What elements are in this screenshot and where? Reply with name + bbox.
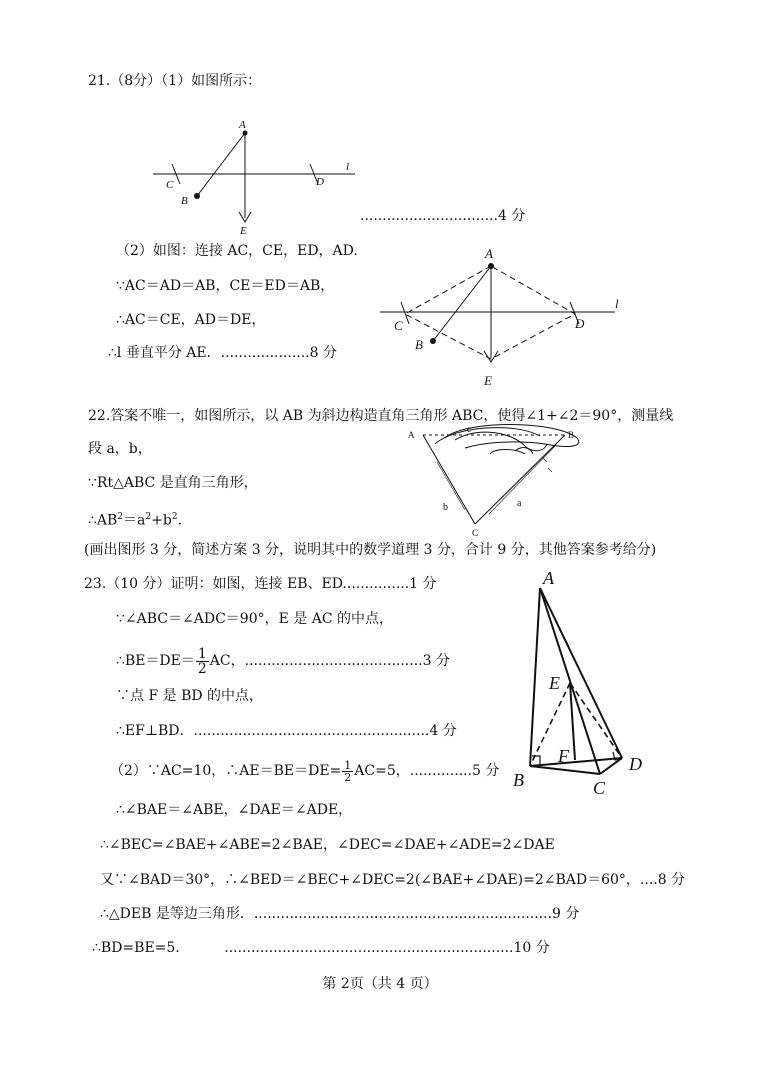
q22-line-3: ∵Rt△ABC 是直角三角形，	[88, 475, 258, 491]
fig1-label-E: E	[240, 225, 247, 237]
q23-fraction-half-2: $\frac{1}{2}$	[344, 758, 352, 784]
fig1-label-A: A	[239, 119, 246, 131]
q22-line-2: 段 a，b，	[88, 441, 152, 457]
q23-fig-label-F: F	[558, 746, 569, 766]
q22-fig-label-a: a	[517, 498, 522, 509]
fig1-label-D: D	[316, 176, 324, 188]
q23-fig-label-A: A	[543, 568, 554, 588]
q23-fig-label-D: D	[629, 754, 642, 774]
q22-line-4: $\therefore AB^2=a^2+b^2$.	[88, 512, 183, 529]
q22-fig-label-A: A	[408, 430, 415, 440]
fig2-label-D: D	[575, 316, 585, 331]
q23-fig-label-B: B	[513, 770, 524, 790]
q23-line-7: ∴∠BAE＝∠ABE，∠DAE＝∠ADE，	[116, 802, 353, 818]
q21-therefore-1: ∴AC＝CE，AD＝DE，	[116, 312, 266, 328]
q22-fig-label-C: C	[472, 528, 479, 538]
q21-figure-2	[375, 242, 635, 392]
q23-fraction-half: $\frac{1}{2}$	[197, 645, 207, 677]
page-footer: 第 2页（共 4 页）	[322, 976, 438, 992]
q22-line-1: 22.答案不唯一，如图所示，以 AB 为斜边构造直角三角形 ABC，使得∠1+∠2＝90°，测量线	[88, 408, 674, 424]
q22-fig-label-B: B	[568, 430, 575, 440]
q22-fig-label-c: c	[467, 424, 471, 434]
fig2-label-C: C	[394, 318, 403, 333]
q22-scoring: (画出图形 3 分，简述方案 3 分，说明其中的数学道理 3 分，合计 9 分，其他答案参考给分)	[84, 542, 657, 558]
q23-line-9: 又∵∠BAD＝30°，∴∠BED＝∠BEC+∠DEC=2(∠BAE+∠DAE)=2∠BAD＝60°，....8 分	[100, 872, 686, 888]
q21-part2-intro: （2）如图：连接 AC，CE，ED，AD.	[116, 243, 358, 259]
q21-header: 21.（8分）（1）如图所示：	[88, 73, 262, 89]
q23-line-2: ∵∠ABC＝∠ADC＝90°，E 是 AC 的中点，	[116, 611, 393, 627]
q23-fig-label-E: E	[549, 673, 560, 693]
q21-therefore-2: ∴l 垂直平分 AE．....................8 分	[108, 345, 337, 361]
fig2-label-A: A	[485, 246, 493, 261]
q23-line-4: ∵点 F 是 BD 的中点，	[116, 688, 264, 704]
q23-line-11: ∴BD=BE=5. .................................................................10 分	[92, 940, 550, 956]
fig2-label-B: B	[415, 337, 423, 352]
fig2-label-E: E	[484, 373, 492, 388]
q23-line-1: 23.（10 分）证明：如图，连接 EB、ED...............1 分	[84, 576, 437, 592]
q21-because: ∵AC＝AD＝AB，CE＝ED＝AB，	[116, 278, 335, 294]
q22-figure	[405, 418, 595, 540]
q23-line-3: ∴BE＝DE＝ $\frac{1}{2}$ AC，........................................3 分	[116, 645, 450, 677]
fig2-label-l: l	[615, 296, 619, 311]
q22-fig-label-b: b	[443, 502, 448, 513]
q21-score-1: ...............................4 分	[360, 208, 526, 224]
q21-figure-1	[150, 118, 370, 243]
fig1-label-B: B	[181, 195, 188, 207]
q23-line-5: ∴EF⊥BD．.....................................................4 分	[116, 723, 457, 739]
fig1-label-C: C	[166, 179, 174, 191]
q23-line-10: ∴△DEB 是等边三角形．...................................................................9 分	[100, 906, 580, 922]
q23-line-8: ∴∠BEC=∠BAE+∠ABE=2∠BAE，∠DEC=∠DAE+∠ADE=2∠DAE	[100, 837, 555, 853]
fig1-label-l: l	[346, 161, 350, 173]
q23-line-6: （2）∵AC=10，∴AE＝BE＝DE= $\frac{1}{2}$ AC=5，..............5 分	[110, 758, 500, 784]
q23-fig-label-C: C	[593, 778, 606, 798]
q23-figure	[505, 568, 665, 800]
